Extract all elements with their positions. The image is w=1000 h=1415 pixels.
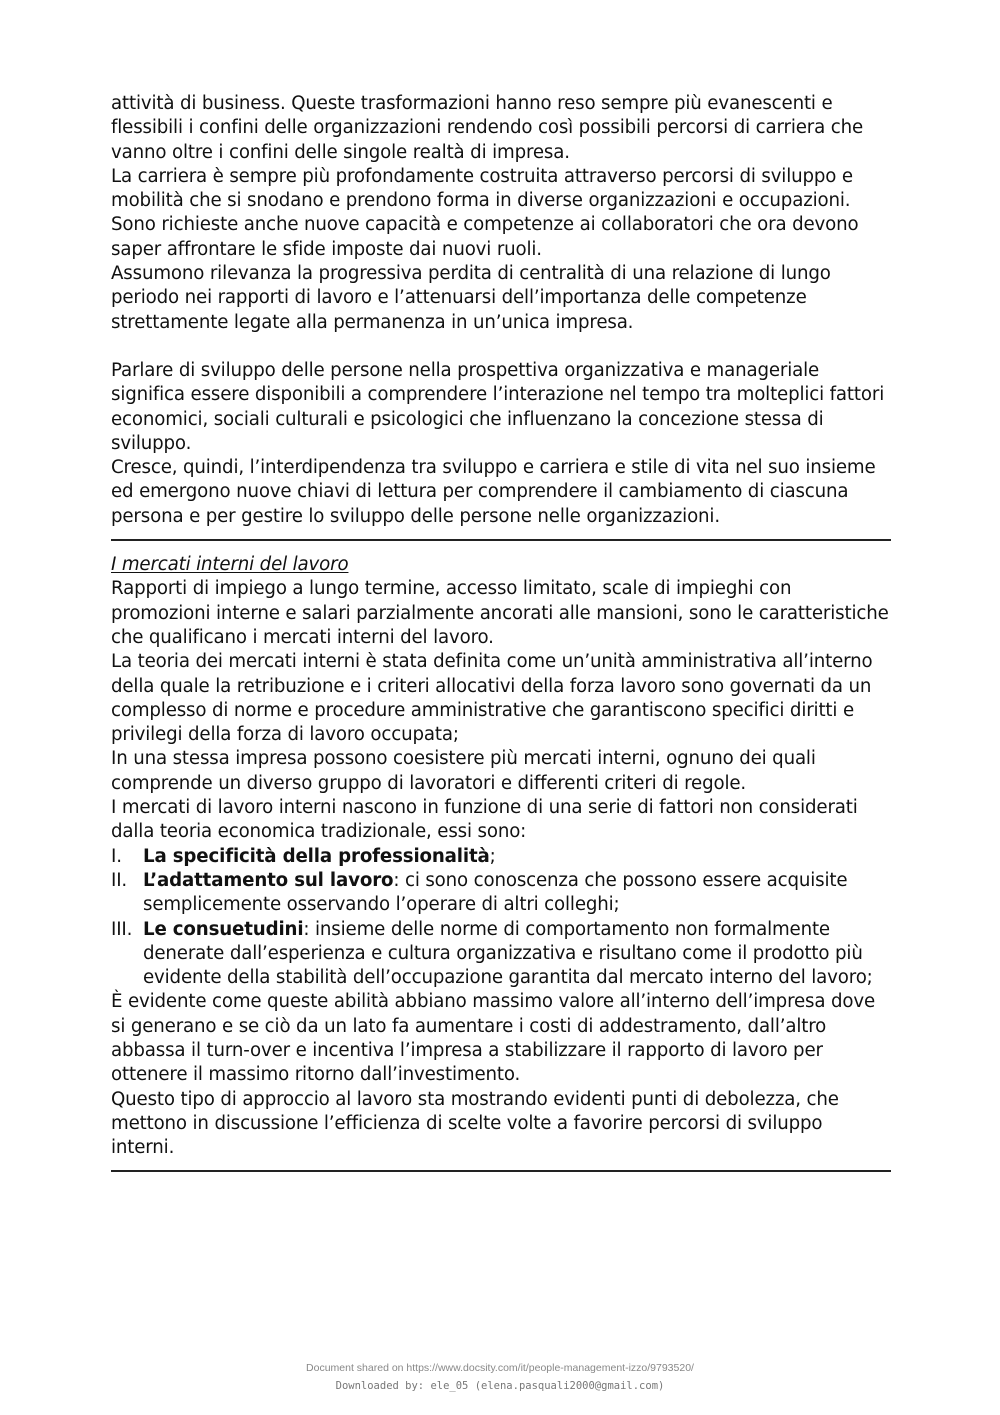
list-item [111, 918, 891, 991]
section-heading: I mercati interni del lavoro [111, 554, 349, 576]
paragraph: Parlare di sviluppo delle persone nella prospettiva organizzativa e manageriale significa essere disponibili a comprendere l’interazione nel tempo tra molteplici fattori economici, sociali culturali e psicologici che influenzano la concezione stessa di sviluppo. [111, 359, 885, 454]
list-item-term: L’adattamento sul lavoro [143, 869, 394, 891]
list-item-term: Le consuetudini [143, 918, 304, 940]
horizontal-rule [111, 1170, 891, 1172]
list-item-text: ; [489, 845, 496, 867]
paragraph: La carriera è sempre più profondamente costruita attraverso percorsi di sviluppo e mobilità che si snodano e prendono forma in diverse organizzazioni e occupazioni. Sono richieste anche nuove capacità e competenze ai collaboratori che ora devono saper affrontare le sfide imposte dai nuovi ruoli. [111, 165, 859, 260]
list-item-number: I. [111, 845, 122, 867]
list-item-number: III. [111, 918, 133, 940]
paragraph: In una stessa impresa possono coesistere più mercati interni, ognuno dei quali comprende un diverso gruppo di lavoratori e differenti criteri di regole. [111, 748, 816, 794]
paragraph: I mercati di lavoro interni nascono in funzione di una serie di fattori non considerati dalla teoria economica tradizionale, essi sono: [111, 797, 858, 843]
paragraph: Assumono rilevanza la progressiva perdita di centralità di una relazione di lungo periodo nei rapporti di lavoro e l’attenuarsi dell’importanza delle competenze strettamente legate alla permanenza in un’unica impresa. [111, 263, 831, 333]
horizontal-rule [111, 539, 891, 541]
paragraph-gap [111, 335, 891, 359]
list-item-text: : ci sono conoscenza che possono essere acquisite semplicemente osservando l’operare di altri colleghi; [143, 869, 848, 916]
list-item-term: La specificità della professionalità [143, 845, 490, 867]
factors-list [111, 845, 891, 991]
paragraph: attività di business. Queste trasformazioni hanno reso sempre più evanescenti e flessibili i confini delle organizzazioni rendendo così possibili percorsi di carriera che vanno oltre i confini delle singole realtà di impresa. [111, 93, 863, 163]
paragraph: Cresce, quindi, l’interdipendenza tra sviluppo e carriera e stile di vita nel suo insieme ed emergono nuove chiavi di lettura per comprendere il cambiamento di ciascuna persona e per gestire lo sviluppo delle persone nelle organizzazioni. [111, 457, 876, 527]
paragraph: Questo tipo di approccio al lavoro sta mostrando evidenti punti di debolezza, che mettono in discussione l’efficienza di scelte volte a favorire percorsi di sviluppo interni. [111, 1088, 839, 1159]
paragraph: Rapporti di impiego a lungo termine, accesso limitato, scale di impieghi con promozioni interne e salari parzialmente ancorati alle mansioni, sono le caratteristiche che qualificano i mercati interni del lavoro. [111, 578, 889, 648]
footer-shared-link[interactable]: Document shared on https://www.docsity.com/it/people-management-izzo/9793520/ [306, 1362, 694, 1374]
paragraph: È evidente come queste abilità abbiano massimo valore all’interno dell’impresa dove si generano e se ciò da un lato fa aumentare i costi di addestramento, dall’altro abbassa il turn-over e incentiva l’impresa a stabilizzare il rapporto di lavoro per ottenere il massimo ritorno dall’investimento. [111, 991, 876, 1086]
list-item-number: II. [111, 869, 128, 891]
list-item [111, 845, 891, 869]
paragraph: La teoria dei mercati interni è stata definita come un’unità amministrativa all’interno della quale la retribuzione e i criteri allocativi della forza lavoro sono governati da un complesso di norme e procedure amministrative che garantiscono specifici diritti e privilegi della forza di lavoro occupata; [111, 651, 873, 746]
list-item-text: : insieme delle norme di comportamento non formalmente denerate dall’esperienza e cultura organizzativa e risultano come il prodotto più evidente della stabilità dell’occupazione garantita dal mercato interno del lavoro; [143, 918, 873, 989]
list-item [111, 869, 891, 918]
footer-downloaded-by: Downloaded by: ele_05 (elena.pasquali2000@gmail.com) [335, 1380, 665, 1392]
document-body [111, 92, 891, 1184]
